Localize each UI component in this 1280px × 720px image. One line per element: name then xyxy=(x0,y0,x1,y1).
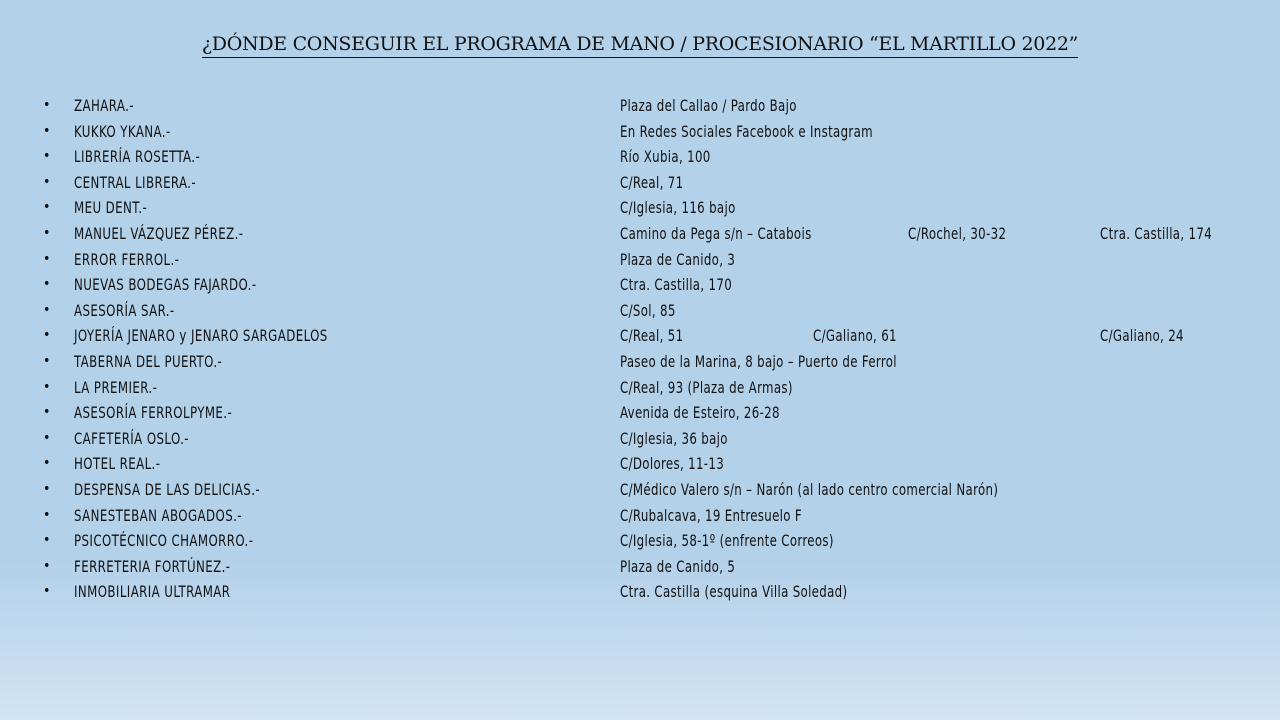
list-item xyxy=(0,554,1280,580)
vendor-address: C/Real, 51 xyxy=(620,326,684,346)
vendor-address: En Redes Sociales Facebook e Instagram xyxy=(620,121,873,141)
bullet-icon: • xyxy=(43,480,51,497)
bullet-icon: • xyxy=(43,301,51,318)
list-item xyxy=(0,119,1280,145)
list-item xyxy=(0,503,1280,529)
bullet-icon: • xyxy=(43,327,51,344)
list-item xyxy=(0,451,1280,477)
list-item xyxy=(0,93,1280,119)
bullet-icon: • xyxy=(43,173,51,190)
vendor-address: C/Iglesia, 58-1º (enfrente Correos) xyxy=(620,531,834,551)
bullet-icon: • xyxy=(43,224,51,241)
vendor-address: C/Rubalcava, 19 Entresuelo F xyxy=(620,505,803,525)
list-item xyxy=(0,247,1280,273)
bullet-icon: • xyxy=(43,532,51,549)
vendor-name: CENTRAL LIBRERA.- xyxy=(74,172,197,192)
bullet-icon: • xyxy=(43,429,51,446)
list-item xyxy=(0,144,1280,170)
vendor-name: HOTEL REAL.- xyxy=(74,454,161,474)
bullet-icon: • xyxy=(43,352,51,369)
vendor-name: DESPENSA DE LAS DELICIAS.- xyxy=(74,479,261,499)
list-item xyxy=(0,349,1280,375)
bullet-icon: • xyxy=(43,506,51,523)
bullet-icon: • xyxy=(43,97,51,113)
bullet-icon: • xyxy=(43,583,51,600)
list-item xyxy=(0,477,1280,503)
vendor-address: Paseo de la Marina, 8 bajo – Puerto de Ferrol xyxy=(620,351,897,371)
vendor-address: Plaza del Callao / Pardo Bajo xyxy=(620,96,797,115)
vendor-address: C/Iglesia, 36 bajo xyxy=(620,428,728,448)
vendor-address: Plaza de Canido, 5 xyxy=(620,556,736,576)
vendor-address: C/Real, 93 (Plaza de Armas) xyxy=(620,377,793,397)
bullet-icon: • xyxy=(43,148,51,165)
vendor-name: ASESORÍA SAR.- xyxy=(74,300,175,320)
vendor-name: LA PREMIER.- xyxy=(74,377,158,397)
vendor-address-2: C/Rochel, 30-32 xyxy=(908,223,1007,243)
vendor-address: Camino da Pega s/n – Catabois xyxy=(620,223,812,243)
vendor-address: Río Xubia, 100 xyxy=(620,147,711,167)
vendor-name: FERRETERIA FORTÚNEZ.- xyxy=(74,556,231,576)
bullet-icon: • xyxy=(43,455,51,472)
vendor-address: C/Sol, 85 xyxy=(620,300,676,320)
vendor-list xyxy=(0,93,1280,605)
vendor-name: LIBRERÍA ROSETTA.- xyxy=(74,147,201,167)
vendor-address: Ctra. Castilla, 170 xyxy=(620,275,733,295)
vendor-address: Ctra. Castilla (esquina Villa Soledad) xyxy=(620,582,848,602)
bullet-icon: • xyxy=(43,378,51,395)
bullet-icon: • xyxy=(43,250,51,267)
bullet-icon: • xyxy=(43,404,51,421)
vendor-address: Avenida de Esteiro, 26-28 xyxy=(620,403,780,423)
vendor-name: SANESTEBAN ABOGADOS.- xyxy=(74,505,242,525)
vendor-name: PSICOTÉCNICO CHAMORRO.- xyxy=(74,531,254,551)
list-item xyxy=(0,528,1280,554)
vendor-address-3: Ctra. Castilla, 174 xyxy=(1100,223,1213,243)
vendor-address: Plaza de Canido, 3 xyxy=(620,249,736,269)
bullet-icon: • xyxy=(43,276,51,293)
list-item xyxy=(0,298,1280,324)
vendor-name: ERROR FERROL.- xyxy=(74,249,180,269)
vendor-name: ZAHARA.- xyxy=(74,96,134,115)
vendor-address-2: C/Galiano, 61 xyxy=(813,326,897,346)
vendor-name: TABERNA DEL PUERTO.- xyxy=(74,351,223,371)
bullet-icon: • xyxy=(43,122,51,139)
list-item xyxy=(0,426,1280,452)
vendor-address: C/Real, 71 xyxy=(620,172,684,192)
list-item xyxy=(0,400,1280,426)
vendor-name: INMOBILIARIA ULTRAMAR xyxy=(74,582,231,602)
vendor-address: C/Iglesia, 116 bajo xyxy=(620,198,736,218)
page-title: ¿DÓNDE CONSEGUIR EL PROGRAMA DE MANO / PROCESIONARIO “EL MARTILLO 2022” xyxy=(202,33,1078,58)
vendor-name: ASESORÍA FERROLPYME.- xyxy=(74,403,233,423)
bullet-icon: • xyxy=(43,199,51,216)
vendor-name: KUKKO YKANA.- xyxy=(74,121,171,141)
list-item xyxy=(0,195,1280,221)
page-title-container xyxy=(0,33,1280,58)
vendor-name: NUEVAS BODEGAS FAJARDO.- xyxy=(74,275,257,295)
list-item xyxy=(0,323,1280,349)
vendor-name: MEU DENT.- xyxy=(74,198,148,218)
vendor-address: C/Médico Valero s/n – Narón (al lado centro comercial Narón) xyxy=(620,479,999,499)
vendor-name: CAFETERÍA OSLO.- xyxy=(74,428,189,448)
list-item xyxy=(0,170,1280,196)
list-item xyxy=(0,272,1280,298)
list-item xyxy=(0,375,1280,401)
vendor-address-3: C/Galiano, 24 xyxy=(1100,326,1184,346)
vendor-name: JOYERÍA JENARO y JENARO SARGADELOS xyxy=(74,326,328,346)
bullet-icon: • xyxy=(43,557,51,574)
list-item xyxy=(0,221,1280,247)
list-item xyxy=(0,579,1280,605)
vendor-address: C/Dolores, 11-13 xyxy=(620,454,725,474)
vendor-name: MANUEL VÁZQUEZ PÉREZ.- xyxy=(74,223,244,243)
